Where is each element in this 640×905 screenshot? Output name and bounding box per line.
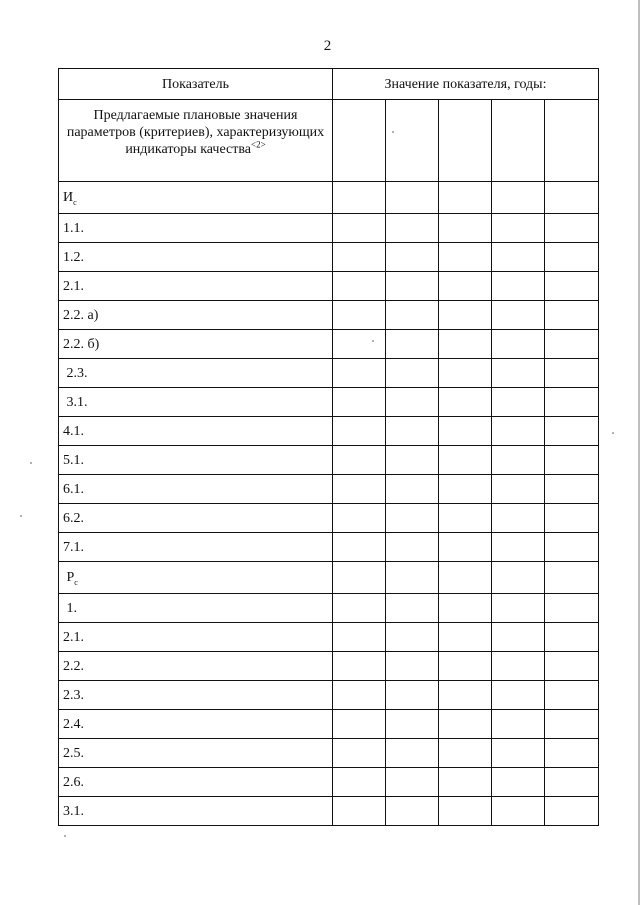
table-row <box>59 623 599 652</box>
year-cell <box>386 214 439 243</box>
params-label-text: Предлагаемые плановые значения параметров (критериев), характеризующих индикаторы качества <box>66 108 325 157</box>
scan-speck <box>372 340 374 342</box>
year-cell <box>492 623 545 652</box>
table-row <box>59 504 599 533</box>
year-cell <box>386 652 439 681</box>
year-cell <box>439 797 492 826</box>
row-label <box>59 504 333 533</box>
scan-speck <box>612 432 614 434</box>
row-label <box>59 797 333 826</box>
params-row <box>59 100 599 182</box>
year-cell <box>333 562 386 594</box>
year-cell <box>386 475 439 504</box>
year-cell <box>333 710 386 739</box>
table-row <box>59 768 599 797</box>
table-row <box>59 301 599 330</box>
year-cell <box>386 359 439 388</box>
year-cell <box>439 301 492 330</box>
year-cell <box>545 359 599 388</box>
row-label <box>59 359 333 388</box>
year-cell <box>439 533 492 562</box>
year-cell <box>386 243 439 272</box>
table-row <box>59 388 599 417</box>
year-cell <box>386 681 439 710</box>
year-cell <box>492 214 545 243</box>
row-label <box>59 739 333 768</box>
row-label-text: И <box>63 190 74 205</box>
row-label-text: 2.3. <box>63 365 88 381</box>
row-label <box>59 388 333 417</box>
year-cell <box>492 272 545 301</box>
year-cell <box>492 243 545 272</box>
row-label <box>59 243 333 272</box>
year-cell <box>492 446 545 475</box>
year-cell <box>386 272 439 301</box>
row-label-text: 1.2. <box>63 249 84 265</box>
table-row <box>59 562 599 594</box>
year-cell <box>439 623 492 652</box>
table-row <box>59 359 599 388</box>
year-cell <box>545 330 599 359</box>
row-label <box>59 681 333 710</box>
year-cell <box>545 301 599 330</box>
table-row <box>59 652 599 681</box>
year-cell <box>439 739 492 768</box>
row-label-text: 6.2. <box>63 510 84 526</box>
year-cell <box>386 504 439 533</box>
row-label-text: 4.1. <box>63 423 84 439</box>
year-cell <box>545 243 599 272</box>
year-cell <box>333 301 386 330</box>
row-label-text: 5.1. <box>63 452 84 468</box>
row-label-text: 6.1. <box>63 481 84 497</box>
row-label-text: 2.2. а) <box>63 307 99 323</box>
scan-speck <box>30 462 32 464</box>
page-number: 2 <box>323 38 332 54</box>
row-label-text: 2.2. б) <box>63 336 100 352</box>
year-cell <box>492 681 545 710</box>
row-label <box>59 623 333 652</box>
year-cell <box>333 475 386 504</box>
year-cell <box>439 214 492 243</box>
row-label <box>59 710 333 739</box>
row-label <box>59 533 333 562</box>
year-cell <box>333 652 386 681</box>
row-label-text: 2.4. <box>63 716 84 732</box>
header-values: Значение показателя, годы: <box>333 69 599 100</box>
year-cell <box>545 562 599 594</box>
year-cell <box>333 533 386 562</box>
table-row <box>59 243 599 272</box>
year-cell <box>545 594 599 623</box>
year-cell <box>386 562 439 594</box>
row-label <box>59 214 333 243</box>
year-cell <box>386 533 439 562</box>
table-row <box>59 214 599 243</box>
year-cell <box>439 504 492 533</box>
year-cell <box>333 359 386 388</box>
params-label <box>59 100 333 182</box>
header-indicator: Показатель <box>59 69 333 100</box>
year-cell <box>492 100 545 182</box>
year-cell <box>545 768 599 797</box>
row-label-text: 1. <box>63 600 77 616</box>
year-cell <box>386 388 439 417</box>
row-label-text: 7.1. <box>63 539 84 555</box>
row-label-text: 3.1. <box>63 803 84 819</box>
year-cell <box>333 272 386 301</box>
year-cell <box>439 272 492 301</box>
year-cell <box>545 710 599 739</box>
year-cell <box>333 330 386 359</box>
year-cell <box>386 446 439 475</box>
year-cell <box>333 594 386 623</box>
year-cell <box>386 797 439 826</box>
table-row <box>59 475 599 504</box>
year-cell <box>439 594 492 623</box>
year-cell <box>333 623 386 652</box>
year-cell <box>492 182 545 214</box>
year-cell <box>333 681 386 710</box>
year-cell <box>545 417 599 446</box>
year-cell <box>492 359 545 388</box>
row-label <box>59 562 333 594</box>
year-cell <box>439 475 492 504</box>
year-cell <box>545 272 599 301</box>
row-label <box>59 446 333 475</box>
year-cell <box>545 533 599 562</box>
year-cell <box>492 768 545 797</box>
year-cell <box>439 359 492 388</box>
row-label-text: 2.2. <box>63 658 84 674</box>
year-cell <box>439 710 492 739</box>
table-row <box>59 182 599 214</box>
year-cell <box>333 243 386 272</box>
year-cell <box>492 301 545 330</box>
year-cell <box>545 182 599 214</box>
year-cell <box>492 475 545 504</box>
row-label <box>59 272 333 301</box>
year-cell <box>386 330 439 359</box>
year-cell <box>333 214 386 243</box>
indicator-table <box>58 68 599 826</box>
year-cell <box>333 100 386 182</box>
year-cell <box>545 446 599 475</box>
year-cell <box>386 301 439 330</box>
year-cell <box>492 330 545 359</box>
row-label <box>59 182 333 214</box>
year-cell <box>492 417 545 446</box>
table-row <box>59 594 599 623</box>
year-cell <box>386 182 439 214</box>
year-cell <box>386 594 439 623</box>
row-label <box>59 301 333 330</box>
year-cell <box>333 768 386 797</box>
year-cell <box>439 243 492 272</box>
year-cell <box>545 214 599 243</box>
year-cell <box>492 388 545 417</box>
year-cell <box>545 623 599 652</box>
year-cell <box>333 446 386 475</box>
year-cell <box>386 100 439 182</box>
table-row <box>59 446 599 475</box>
year-cell <box>545 100 599 182</box>
year-cell <box>333 417 386 446</box>
table-row <box>59 417 599 446</box>
row-label-text: 2.5. <box>63 745 84 761</box>
year-cell <box>492 652 545 681</box>
year-cell <box>492 594 545 623</box>
table-row <box>59 797 599 826</box>
year-cell <box>439 330 492 359</box>
row-label <box>59 417 333 446</box>
row-label <box>59 594 333 623</box>
year-cell <box>439 100 492 182</box>
year-cell <box>439 417 492 446</box>
year-cell <box>333 182 386 214</box>
table-row <box>59 533 599 562</box>
row-label-text: 2.1. <box>63 278 84 294</box>
year-cell <box>333 504 386 533</box>
year-cell <box>439 768 492 797</box>
row-label-text: 2.6. <box>63 774 84 790</box>
year-cell <box>492 533 545 562</box>
year-cell <box>545 739 599 768</box>
year-cell <box>386 623 439 652</box>
year-cell <box>492 739 545 768</box>
row-label-text: 1.1. <box>63 220 84 236</box>
scan-speck <box>64 835 66 837</box>
year-cell <box>333 797 386 826</box>
table-row <box>59 681 599 710</box>
year-cell <box>545 475 599 504</box>
year-cell <box>333 388 386 417</box>
year-cell <box>545 388 599 417</box>
row-label <box>59 652 333 681</box>
params-footnote: <2> <box>251 139 266 150</box>
year-cell <box>492 797 545 826</box>
row-label-subscript: с <box>73 197 77 207</box>
row-label-text: Р <box>63 570 75 585</box>
year-cell <box>386 739 439 768</box>
year-cell <box>545 681 599 710</box>
row-label-subscript: с <box>74 577 78 587</box>
year-cell <box>439 446 492 475</box>
year-cell <box>386 768 439 797</box>
year-cell <box>386 417 439 446</box>
year-cell <box>439 562 492 594</box>
table-row <box>59 710 599 739</box>
row-label <box>59 475 333 504</box>
year-cell <box>333 739 386 768</box>
scan-speck <box>392 131 394 133</box>
row-label <box>59 330 333 359</box>
year-cell <box>439 652 492 681</box>
year-cell <box>439 681 492 710</box>
year-cell <box>439 182 492 214</box>
table-row <box>59 330 599 359</box>
year-cell <box>386 710 439 739</box>
row-label-text: 2.1. <box>63 629 84 645</box>
year-cell <box>439 388 492 417</box>
table-header-row <box>59 69 599 100</box>
row-label-text: 2.3. <box>63 687 84 703</box>
table-row <box>59 272 599 301</box>
year-cell <box>545 797 599 826</box>
scan-speck <box>20 515 22 517</box>
row-label <box>59 768 333 797</box>
year-cell <box>492 562 545 594</box>
year-cell <box>545 652 599 681</box>
year-cell <box>492 710 545 739</box>
table-row <box>59 739 599 768</box>
row-label-text: 3.1. <box>63 394 88 410</box>
year-cell <box>545 504 599 533</box>
year-cell <box>492 504 545 533</box>
